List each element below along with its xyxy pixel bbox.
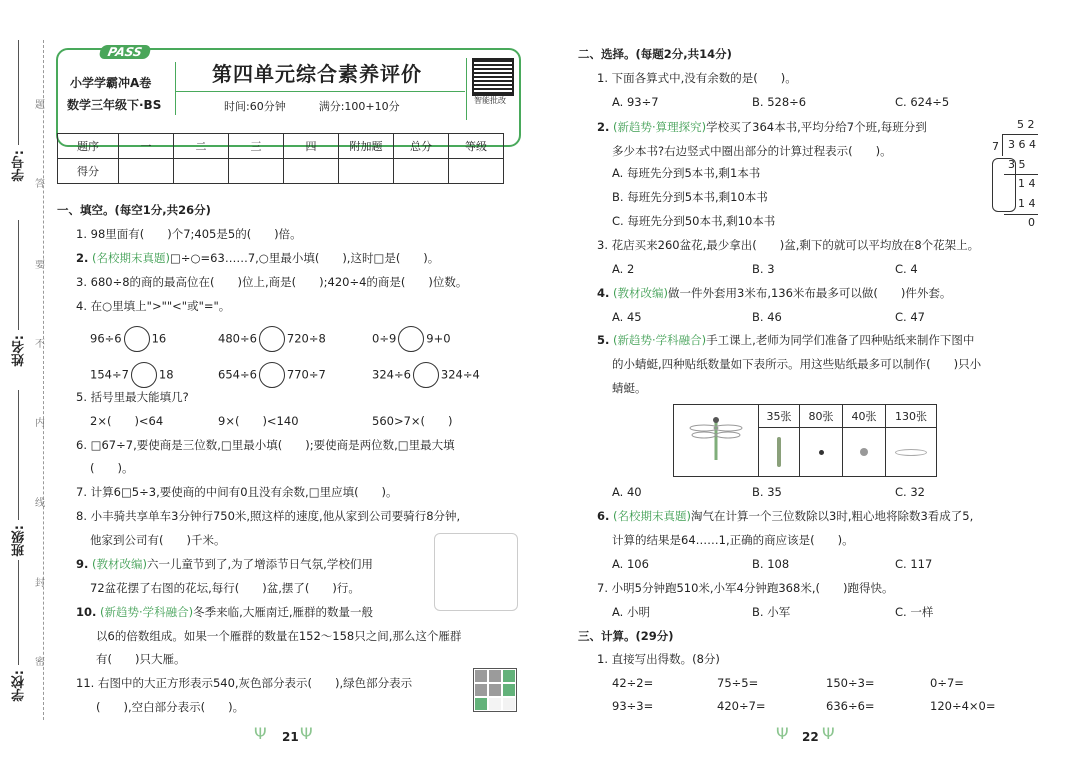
calc-item[interactable]: 0÷7= xyxy=(930,676,964,690)
question-tag: (名校期末真题) xyxy=(92,251,171,265)
question-text: 做一件外套用3米布,136米布最多可以做( )件外套。 xyxy=(668,286,952,300)
question-2: 2. (名校期末真题)□÷○=63……7,○里最小填( ),这时□是( )。 xyxy=(76,251,440,265)
option[interactable]: C. 一样 xyxy=(895,605,934,619)
section-title: 三、计算。(29分) xyxy=(578,629,674,643)
score-cell[interactable] xyxy=(119,159,174,184)
q5-item: 2×( )<64 xyxy=(90,414,164,428)
question-tag: (新趋势·学科融合) xyxy=(100,605,194,619)
question-text: 淘气在计算一个三位数除以3时,粗心地将除数3看成了5, xyxy=(691,509,974,523)
question-9: 9. (教材改编)六一儿童节到了,为了增添节日气氛,学校们用 xyxy=(76,557,373,571)
score-table xyxy=(57,133,504,184)
division-bar xyxy=(1004,214,1038,215)
question-3: 3. 680÷8的商的最高位在( )位上,商是( );420÷4的商是( )位数。 xyxy=(76,275,468,289)
question-2: 2. (新趋势·算理探究)学校买了364本书,平均分给7个班,每班分到 xyxy=(597,120,927,134)
question-tag: (教材改编) xyxy=(613,286,669,300)
divisor: 7 xyxy=(992,140,999,153)
option[interactable]: B. 每班先分到5本书,剩10本书 xyxy=(612,190,768,204)
division-bar xyxy=(1002,134,1003,156)
grid-cell xyxy=(474,697,488,711)
option[interactable]: C. 4 xyxy=(895,262,918,276)
option[interactable]: A. 93÷7 xyxy=(612,95,659,109)
option[interactable]: A. 40 xyxy=(612,485,642,499)
table-header: 80张 xyxy=(800,405,843,428)
q5-item: 9×( )<140 xyxy=(218,414,299,428)
sticker-wing xyxy=(886,428,937,477)
option[interactable]: B. 小军 xyxy=(752,605,791,619)
compare-expr: 16 xyxy=(151,331,167,346)
question-10-cont: 有( )只大雁。 xyxy=(96,652,186,666)
option[interactable]: B. 35 xyxy=(752,485,782,499)
score-cell[interactable] xyxy=(174,159,229,184)
sub-question: 1. 直接写出得数。(8分) xyxy=(597,652,720,666)
binding-char: 内 xyxy=(35,418,45,429)
table-header: 二 xyxy=(174,134,229,159)
compare-expr: 9+0 xyxy=(426,331,451,346)
compare-circle[interactable] xyxy=(259,326,285,352)
body-sticker-icon xyxy=(777,437,781,467)
option[interactable]: C. 47 xyxy=(895,310,925,324)
compare-row xyxy=(372,326,451,352)
table-header: 总分 xyxy=(394,134,449,159)
series-name: 小学学霸冲A卷 xyxy=(70,76,152,90)
binding-char: 答 xyxy=(35,179,45,190)
question-1: 1. 98里面有( )个7;405是5的( )倍。 xyxy=(76,227,302,241)
table-header: 四 xyxy=(284,134,339,159)
option[interactable]: C. 117 xyxy=(895,557,933,571)
question-tag: (教材改编) xyxy=(92,557,148,571)
binding-char: 封 xyxy=(35,578,45,589)
leaf-icon: Ψ xyxy=(300,724,313,743)
division-bar xyxy=(1002,134,1038,135)
compare-row xyxy=(218,362,326,388)
compare-circle[interactable] xyxy=(124,326,150,352)
question-5: 5. (新趋势·学科融合)手工课上,老师为同学们准备了四种贴纸来制作下图中 xyxy=(597,333,975,347)
sticker-eye xyxy=(800,428,843,477)
table-row xyxy=(674,405,937,428)
question-6: 6. □67÷7,要使商是三位数,□里最小填( );要使商是两位数,□里最大填 xyxy=(76,438,455,452)
circled-part xyxy=(992,158,1016,212)
student-id-label: 学号: xyxy=(12,150,27,182)
full-score: 满分:100+10分 xyxy=(318,100,400,113)
calc-item[interactable]: 150÷3= xyxy=(826,676,875,690)
option[interactable]: C. 624÷5 xyxy=(895,95,950,109)
question-2-cont: 多少本书?右边竖式中圈出部分的计算过程表示( )。 xyxy=(612,144,892,158)
binding-char: 要 xyxy=(35,260,45,271)
table-header: 题序 xyxy=(58,134,119,159)
calc-item[interactable]: 120÷4×0= xyxy=(930,699,996,713)
option[interactable]: C. 32 xyxy=(895,485,925,499)
square-grid-figure xyxy=(473,668,517,712)
q5-item: 560>7×( ) xyxy=(372,414,453,428)
school-label: 学校: xyxy=(12,670,27,702)
question-text: 学校买了364本书,平均分给7个班,每班分到 xyxy=(706,120,927,134)
grid-cell xyxy=(474,669,488,683)
section-title: 一、填空。(每空1分,共26分) xyxy=(57,203,211,217)
dragonfly-image xyxy=(674,405,759,477)
page-number: 21 xyxy=(282,730,299,744)
leaf-icon: Ψ xyxy=(776,724,789,743)
compare-row xyxy=(90,326,166,352)
question-tag: (新趋势·学科融合) xyxy=(613,333,707,347)
compare-expr: 480÷6 xyxy=(218,331,257,346)
table-header: 附加题 xyxy=(339,134,394,159)
question-3: 3. 花店买来260盆花,最少拿出( )盆,剩下的就可以平均放在8个花架上。 xyxy=(597,238,980,252)
table-header: 35张 xyxy=(759,405,800,428)
leaf-icon: Ψ xyxy=(822,724,835,743)
table-header: 三 xyxy=(229,134,284,159)
table-header: 130张 xyxy=(886,405,937,428)
grade-label: 数学三年级下·BS xyxy=(67,98,162,112)
sticker-body xyxy=(759,428,800,477)
compare-expr: 0÷9 xyxy=(372,331,397,346)
compare-expr: 770÷7 xyxy=(286,367,326,382)
class-blank[interactable] xyxy=(18,390,19,520)
calc-step: 1 4 xyxy=(1018,197,1036,210)
table-header: 40张 xyxy=(843,405,886,428)
question-11-cont: ( ),空白部分表示( )。 xyxy=(96,700,245,714)
wing-sticker-icon xyxy=(895,449,927,456)
compare-expr: 96÷6 xyxy=(90,331,122,346)
quotient: 5 2 xyxy=(1017,118,1035,131)
row-label: 得分 xyxy=(58,159,119,184)
table-row xyxy=(58,159,504,184)
calc-item[interactable]: 636÷6= xyxy=(826,699,875,713)
question-5-cont: 蜻蜓。 xyxy=(612,381,647,395)
class-label: 班级: xyxy=(12,525,27,557)
compare-circle[interactable] xyxy=(398,326,424,352)
binding-char: 线 xyxy=(35,498,45,509)
compare-expr: 154÷7 xyxy=(90,367,129,382)
name-blank[interactable] xyxy=(18,220,19,330)
grid-cell xyxy=(488,697,502,711)
dividend: 3 6 4 xyxy=(1008,138,1036,151)
exam-info xyxy=(224,98,400,114)
question-text: 六一儿童节到了,为了增添节日气氛,学校们用 xyxy=(147,557,373,571)
question-text: □÷○=63……7,○里最小填( ),这时□是( )。 xyxy=(170,251,440,265)
option[interactable]: B. 3 xyxy=(752,262,775,276)
option[interactable]: A. 2 xyxy=(612,262,635,276)
eye-sticker-icon xyxy=(819,450,824,455)
section-title: 二、选择。(每题2分,共14分) xyxy=(578,47,732,61)
grid-cell xyxy=(502,697,516,711)
question-10-cont: 以6的倍数组成。如果一个雁群的数量在152～158只之间,那么这个雁群 xyxy=(96,629,462,643)
option[interactable]: B. 528÷6 xyxy=(752,95,807,109)
score-cell[interactable] xyxy=(339,159,394,184)
school-blank[interactable] xyxy=(18,560,19,665)
question-1: 1. 下面各算式中,没有余数的是( )。 xyxy=(597,71,797,85)
grid-cell xyxy=(488,669,502,683)
sticker-head xyxy=(843,428,886,477)
head-sticker-icon xyxy=(860,448,868,456)
binding-char: 密 xyxy=(35,657,45,668)
compare-expr: 324÷6 xyxy=(372,367,411,382)
flower-bed-image xyxy=(434,533,518,611)
compare-expr: 324÷4 xyxy=(440,367,480,382)
grid-cell xyxy=(502,669,516,683)
question-text: 手工课上,老师为同学们准备了四种贴纸来制作下图中 xyxy=(706,333,975,347)
calc-item[interactable]: 75÷5= xyxy=(717,676,759,690)
compare-expr: 18 xyxy=(158,367,174,382)
sticker-table xyxy=(673,404,937,477)
pass-badge: PASS xyxy=(99,45,152,59)
option[interactable]: C. 每班先分到50本书,剩10本书 xyxy=(612,214,776,228)
question-8: 8. 小丰骑共享单车3分钟行750米,照这样的速度,他从家到公司要骑行8分钟, xyxy=(76,509,461,523)
divider xyxy=(466,58,467,120)
option[interactable]: A. 45 xyxy=(612,310,642,324)
question-6: 6. (名校期末真题)淘气在计算一个三位数除以3时,粗心地将除数3看成了5, xyxy=(597,509,974,523)
calc-step: 1 4 xyxy=(1018,177,1036,190)
binding-dashed-line xyxy=(43,40,44,720)
option[interactable]: B. 108 xyxy=(752,557,790,571)
divider xyxy=(176,91,465,92)
calc-step: 0 xyxy=(1028,216,1035,229)
compare-expr: 720÷8 xyxy=(286,331,326,346)
question-9-cont: 72盆花摆了右图的花坛,每行( )盆,摆了( )行。 xyxy=(90,581,360,595)
question-text: 冬季来临,大雁南迁,雁群的数量一般 xyxy=(193,605,373,619)
compare-row xyxy=(218,326,326,352)
question-6-cont: ( )。 xyxy=(90,461,134,475)
compare-circle[interactable] xyxy=(131,362,157,388)
table-header: 等级 xyxy=(449,134,504,159)
grid-cell xyxy=(488,683,502,697)
student-id-blank[interactable] xyxy=(18,40,19,145)
option[interactable]: B. 46 xyxy=(752,310,782,324)
score-cell[interactable] xyxy=(284,159,339,184)
question-tag: (新趋势·算理探究) xyxy=(613,120,707,134)
time-limit: 时间:60分钟 xyxy=(224,100,286,113)
score-cell[interactable] xyxy=(229,159,284,184)
compare-row xyxy=(372,362,480,388)
page-title: 第四单元综合素养评价 xyxy=(212,62,422,86)
question-4: 4. (教材改编)做一件外套用3米布,136米布最多可以做( )件外套。 xyxy=(597,286,952,300)
leaf-icon: Ψ xyxy=(254,724,267,743)
name-label: 姓名: xyxy=(12,335,27,367)
binding-char: 题 xyxy=(35,100,45,111)
calc-step: 3 5 xyxy=(1008,158,1026,171)
binding-char: 不 xyxy=(35,339,45,350)
question-8-cont: 他家到公司有( )千米。 xyxy=(90,533,226,547)
option[interactable]: A. 每班先分到5本书,剩1本书 xyxy=(612,166,761,180)
divider xyxy=(175,62,176,115)
question-10: 10. (新趋势·学科融合)冬季来临,大雁南迁,雁群的数量一般 xyxy=(76,605,373,619)
compare-circle[interactable] xyxy=(259,362,285,388)
qr-code-icon[interactable] xyxy=(472,58,514,96)
question-6-cont: 计算的结果是64……1,正确的商应该是( )。 xyxy=(612,533,854,547)
compare-row xyxy=(90,362,174,388)
long-division xyxy=(990,118,1040,228)
dragonfly-icon xyxy=(686,414,746,464)
grid-cell xyxy=(474,683,488,697)
question-5: 5. 括号里最大能填几? xyxy=(76,390,189,404)
option[interactable]: A. 小明 xyxy=(612,605,650,619)
grid-cell xyxy=(502,683,516,697)
compare-expr: 654÷6 xyxy=(218,367,257,382)
question-tag: (名校期末真题) xyxy=(613,509,692,523)
compare-circle[interactable] xyxy=(413,362,439,388)
calc-item[interactable]: 42÷2= xyxy=(612,676,654,690)
calc-item[interactable]: 93÷3= xyxy=(612,699,654,713)
calc-item[interactable]: 420÷7= xyxy=(717,699,766,713)
question-5-cont: 的小蜻蜓,四种贴纸数量如下表所示。用这些贴纸最多可以制作( )只小 xyxy=(612,357,982,371)
score-cell[interactable] xyxy=(449,159,504,184)
question-7: 7. 小明5分钟跑510米,小军4分钟跑368米,( )跑得快。 xyxy=(597,581,894,595)
qr-label: 智能批改 xyxy=(474,96,506,105)
table-row xyxy=(58,134,504,159)
question-7: 7. 计算6□5÷3,要使商的中间有0且没有余数,□里应填( )。 xyxy=(76,485,398,499)
page-number: 22 xyxy=(802,730,819,744)
question-4: 4. 在○里填上">""<"或"="。 xyxy=(76,299,231,313)
option[interactable]: A. 106 xyxy=(612,557,649,571)
question-11: 11. 右图中的大正方形表示540,灰色部分表示( ),绿色部分表示 xyxy=(76,676,413,690)
score-cell[interactable] xyxy=(394,159,449,184)
table-header: 一 xyxy=(119,134,174,159)
